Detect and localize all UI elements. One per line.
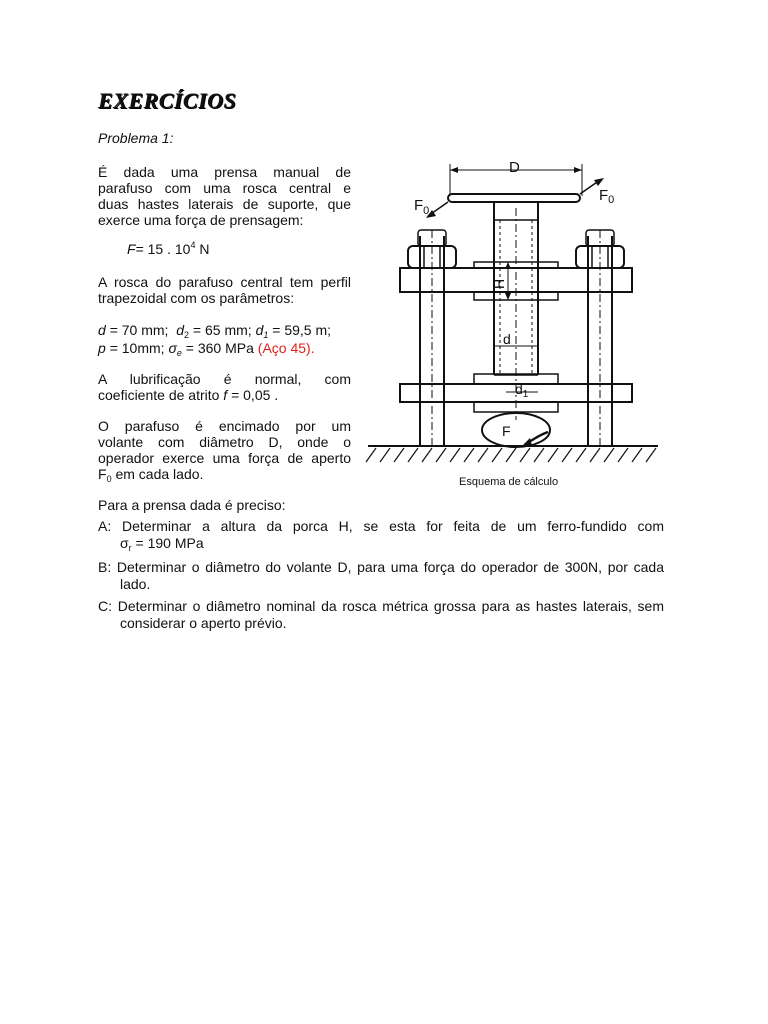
force-symbol: F: [127, 241, 136, 257]
task-a: [98, 518, 664, 552]
force-unit: N: [195, 241, 210, 257]
force-value: = 15 . 10: [135, 241, 191, 257]
intro-line: duas hastes laterais de suporte, que: [98, 196, 351, 212]
label-F0-right: $F_0$: [599, 187, 615, 206]
label-F: F: [502, 423, 511, 439]
task-a-line2: $\sigma_r = 190$ MPa: [120, 535, 204, 553]
label-H: H: [491, 278, 507, 289]
intro-line: exerce uma força de prensagem:: [98, 212, 304, 228]
wheel-line: volante com diâmetro D, onde o: [98, 434, 351, 450]
task-b-line1: B: Determinar o diâmetro do volante D, para uma força do operador de 300N, por cada: [98, 559, 664, 575]
wheel-line: operador exerce uma força de aperto: [98, 450, 351, 466]
param-d: = 70 mm;: [109, 322, 169, 338]
task-intro: Para a prensa dada é preciso:: [98, 497, 286, 513]
thread-line: A rosca do parafuso central tem perfil: [98, 274, 351, 290]
params-line-1: d = 70 mm; $d_2 = 65$ mm; $d_1 = 59,5$ m;: [98, 322, 332, 340]
params-line-2: p = 10mm; $\sigma_e = 360$ MPa (Aço 45).: [98, 340, 315, 358]
page-heading: EXERCÍCIOS: [98, 88, 237, 113]
thread-parameters: [98, 321, 331, 357]
param-d1: = 59,5 m;: [272, 322, 332, 338]
problem-title: Problema 1:: [98, 130, 174, 146]
figure-caption: Esquema de cálculo: [459, 476, 559, 488]
intro-paragraph: [98, 164, 351, 228]
wheel-line: $F_0$ em cada lado.: [98, 466, 204, 484]
task-a-line1: A: Determinar a altura da porca H, se esta for feita de um ferro-fundido com: [98, 518, 664, 534]
task-c: [98, 598, 664, 632]
thread-paragraph: [98, 274, 351, 306]
lubrication-paragraph: [98, 371, 351, 403]
lub-line: coeficiente de atrito f = 0,05 .: [98, 387, 279, 403]
press-diagram: [360, 150, 660, 470]
force-equation: [127, 241, 209, 257]
task-b: [98, 559, 664, 593]
task-c-line2: considerar o aperto prévio.: [120, 615, 287, 631]
lub-line: A lubrificação é normal, com: [98, 371, 351, 387]
param-sigma-e: = 360 MPa: [185, 340, 254, 356]
param-p: = 10mm;: [109, 340, 165, 356]
thread-line: trapezoidal com os parâmetros:: [98, 290, 295, 306]
label-d: d: [503, 331, 511, 347]
label-D: D: [509, 159, 520, 176]
label-F0-left: $F_0$: [414, 197, 430, 217]
material-note: (Aço 45).: [257, 340, 315, 356]
intro-line: parafuso com uma rosca central e: [98, 180, 351, 196]
handwheel-bar: [448, 194, 580, 202]
wheel-line: O parafuso é encimado por um: [98, 418, 351, 434]
wheel-paragraph: [98, 418, 351, 482]
param-d2: = 65 mm;: [192, 322, 252, 338]
force-exponent: 4: [190, 240, 196, 250]
label-d1: $d_1$: [515, 381, 529, 400]
task-b-line2: lado.: [120, 576, 151, 592]
intro-line: É dada uma prensa manual de: [98, 164, 351, 180]
task-c-line1: C: Determinar o diâmetro nominal da rosca métrica grossa para as hastes laterais, sem: [98, 598, 664, 614]
